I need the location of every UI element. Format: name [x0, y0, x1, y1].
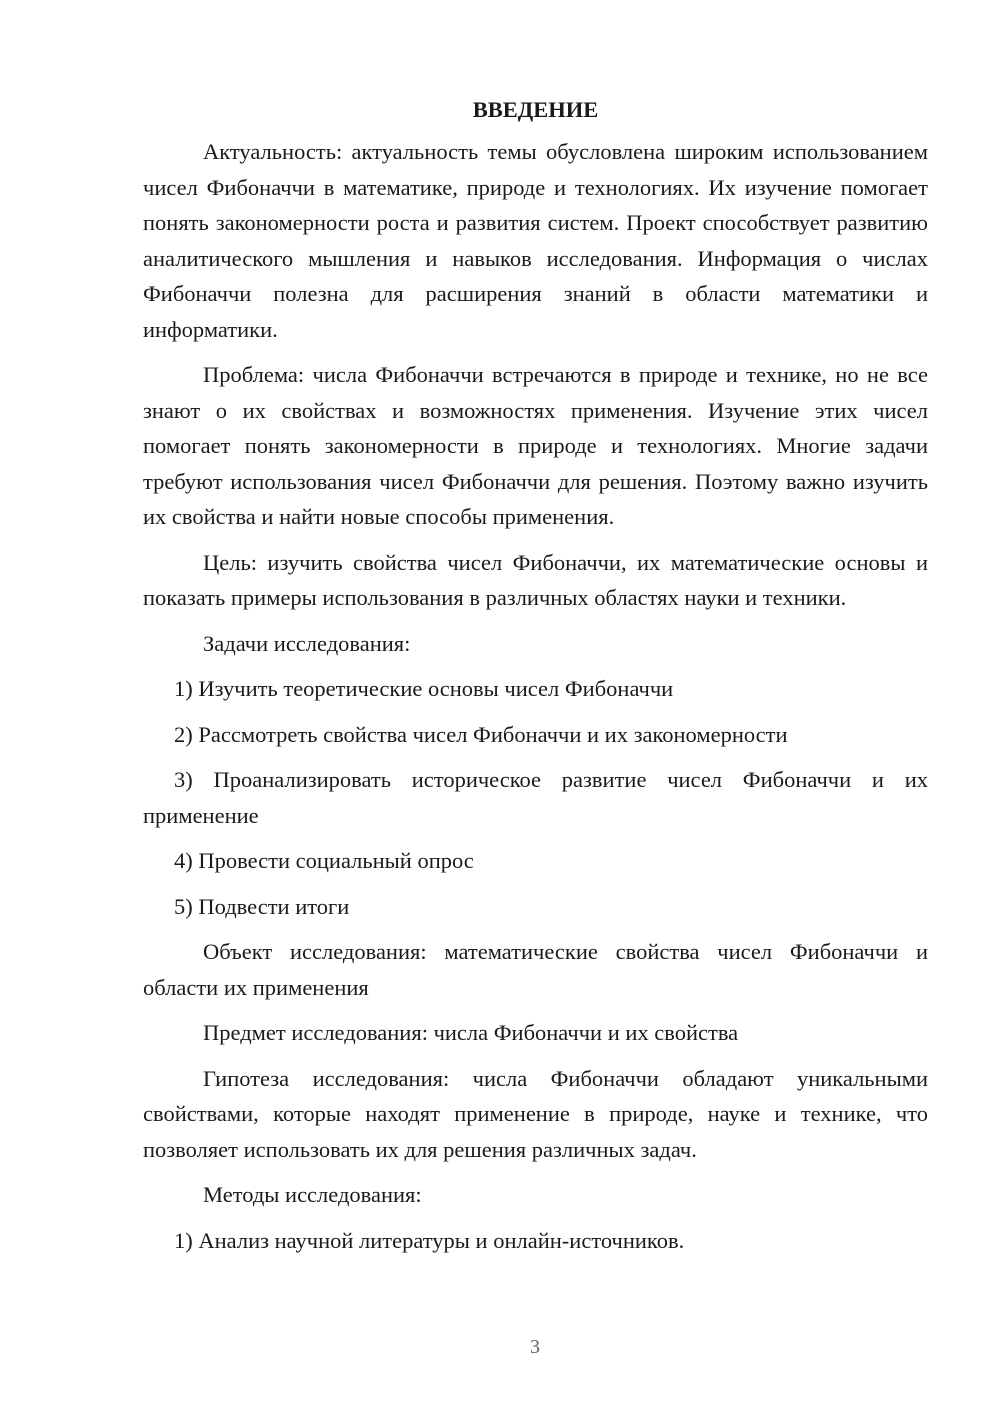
page-content	[143, 92, 928, 1268]
list-item: 2) Рассмотреть свойства чисел Фибоначчи и их закономерности	[174, 721, 788, 747]
list-item: 3) Проанализировать историческое развитие чисел Фибоначчи и их применение	[143, 767, 928, 828]
tasks-label: Задачи исследования:	[203, 630, 411, 656]
relevance-paragraph: Актуальность: актуальность темы обусловлена широким использованием чисел Фибоначчи в математике, природе и технологиях. Их изучение помогает понять закономерности роста и развития систем. Проект способствует развитию аналитического мышления и навыков исследования. Информация о числах Фибоначчи полезна для расширения знаний в области математики и информатики.	[143, 139, 928, 342]
hypothesis-paragraph: Гипотеза исследования: числа Фибоначчи обладают уникальными свойствами, которые находят применение в природе, науке и технике, что позволяет использовать их для решения различных задач.	[143, 1065, 928, 1162]
section-heading: ВВЕДЕНИЕ	[472, 97, 599, 122]
list-item: 1) Анализ научной литературы и онлайн-источников.	[174, 1227, 685, 1253]
methods-list	[143, 1223, 928, 1259]
list-item: 1) Изучить теоретические основы чисел Фибоначчи	[174, 676, 674, 701]
tasks-list	[143, 671, 928, 924]
page-number: 3	[530, 1336, 540, 1358]
methods-label: Методы исследования:	[203, 1182, 422, 1207]
problem-paragraph: Проблема: числа Фибоначчи встречаются в природе и технике, но не все знают о их свойствах и возможностях применения. Изучение этих чисел помогает понять закономерности в природе и технологиях. Многие задачи требуют использования чисел Фибоначчи для решения. Поэтому важно изучить их свойства и найти новые способы применения.	[143, 362, 928, 529]
goal-paragraph: Цель: изучить свойства чисел Фибоначчи, их математические основы и показать примеры использования в различных областях науки и техники.	[143, 549, 928, 610]
subject-paragraph: Предмет исследования: числа Фибоначчи и их свойства	[203, 1020, 739, 1045]
list-item: 5) Подвести итоги	[174, 893, 350, 919]
object-paragraph: Объект исследования: математические свойства чисел Фибоначчи и области их применения	[143, 939, 928, 1000]
list-item: 4) Провести социальный опрос	[174, 848, 474, 873]
